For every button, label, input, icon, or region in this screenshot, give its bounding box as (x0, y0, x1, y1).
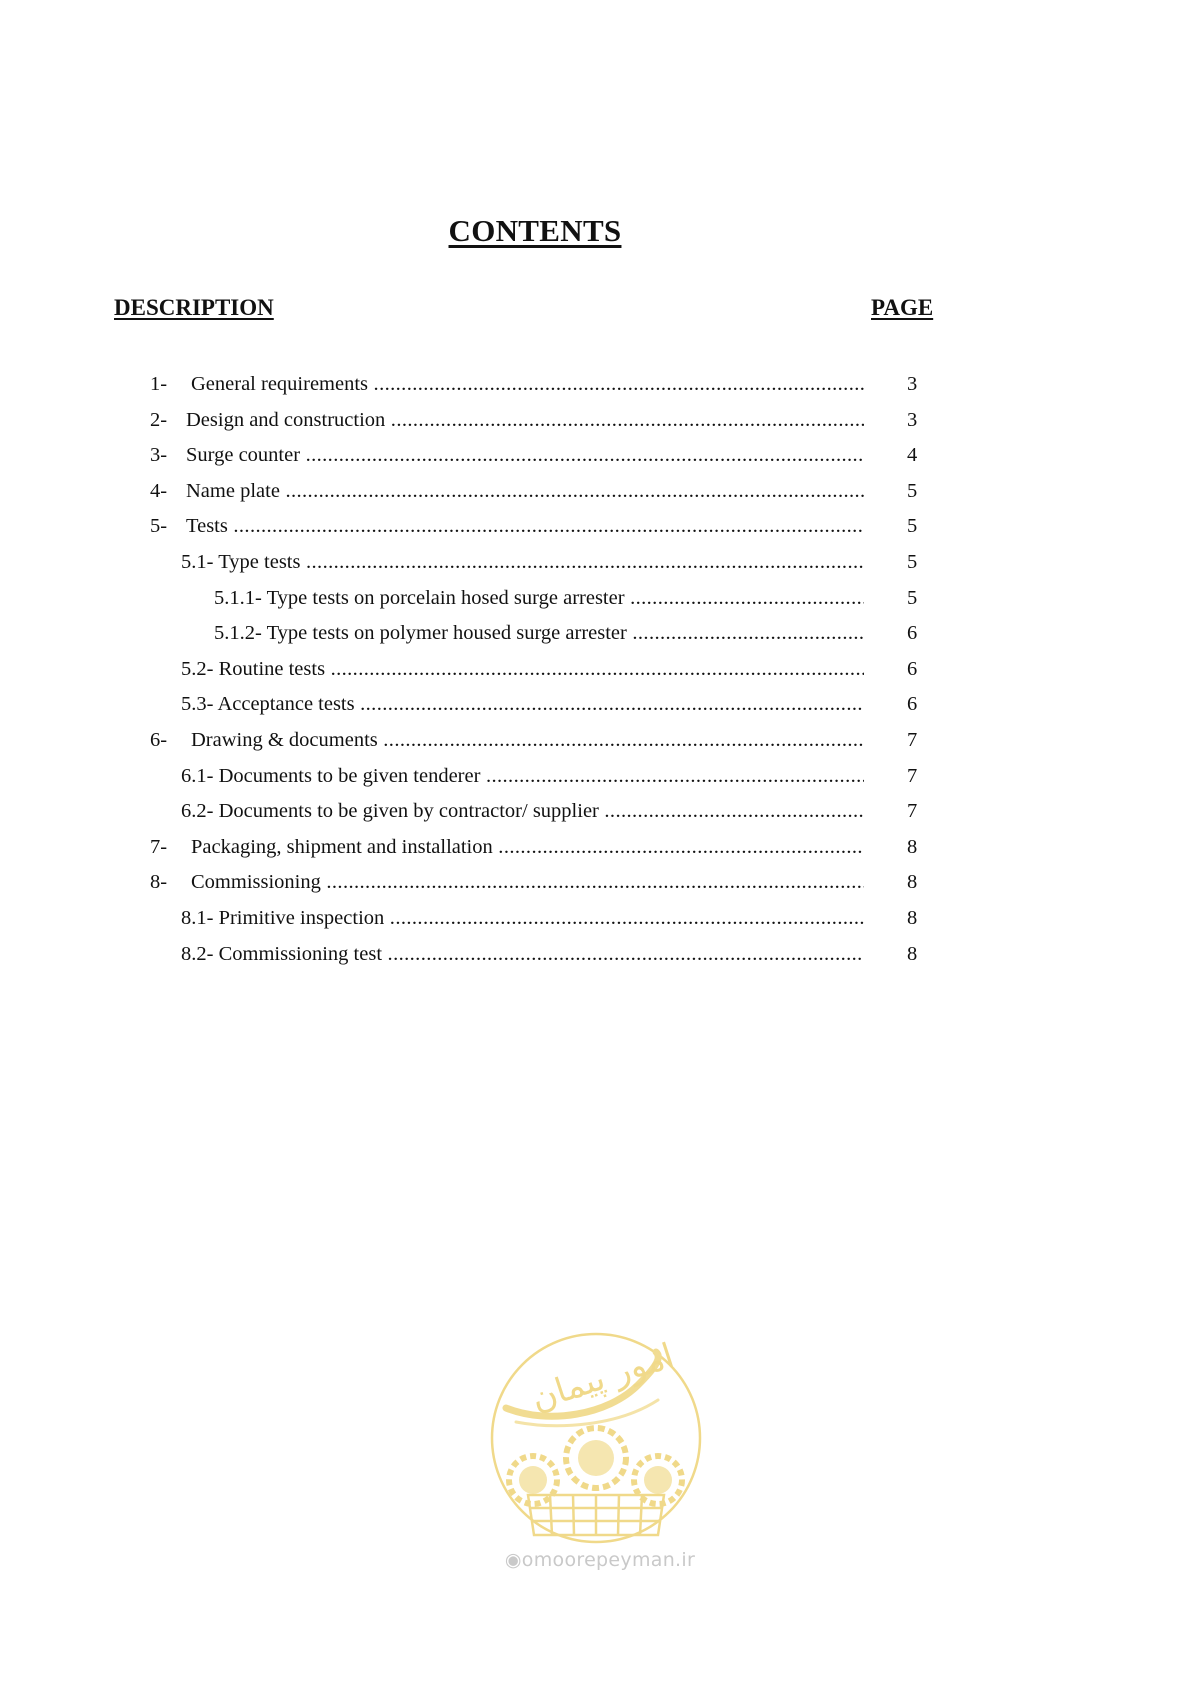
toc-entry-text: Design and construction ..... (186, 408, 864, 432)
toc-page-number: 4 (907, 444, 918, 467)
toc-row-5[interactable] (0, 550, 1190, 586)
toc-row-10[interactable] (0, 728, 1190, 764)
toc-page-number: 5 (907, 515, 918, 538)
toc-row-13[interactable] (0, 835, 1190, 871)
toc-row-12[interactable] (0, 799, 1190, 835)
toc-entry-text: Drawing & documents ..... (191, 728, 864, 752)
toc-page-number: 3 (907, 408, 918, 431)
toc-row-15[interactable] (0, 906, 1190, 942)
toc-entry-text: 5.1.1- Type tests on porcelain hosed surge arrester ..... (214, 586, 864, 610)
toc-entry-text: Packaging, shipment and installation ..... (191, 835, 864, 859)
toc-number: 3- (150, 444, 168, 467)
toc-row-6[interactable] (0, 586, 1190, 622)
toc-row-8[interactable] (0, 657, 1190, 693)
toc-number: 7- (150, 835, 168, 858)
globe-icon: ◉ (504, 1549, 522, 1571)
toc-page-number: 6 (907, 622, 918, 645)
toc-entry-text: General requirements ..... (191, 372, 864, 396)
toc-page-number: 8 (907, 942, 918, 965)
toc-page-number: 6 (907, 657, 918, 680)
toc-page-number: 3 (907, 373, 918, 395)
page-column-heading: PAGE (871, 295, 934, 320)
toc-row-1[interactable] (0, 408, 1190, 444)
toc-page-number: 5 (907, 479, 918, 502)
toc-row-16[interactable] (0, 942, 1190, 978)
toc-entry-text: 5.1.2- Type tests on polymer housed surge arrester ..... (214, 621, 864, 645)
toc-row-0[interactable] (0, 372, 1190, 408)
toc-number: 4- (150, 479, 168, 502)
toc-entry-text: 5.2- Routine tests ..... (181, 657, 864, 681)
toc-entry-text: 8.2- Commissioning test ..... (181, 942, 864, 966)
toc-number: 2- (150, 408, 168, 431)
toc-page-number: 8 (907, 835, 918, 858)
toc-entry-text: Commissioning ..... (191, 870, 864, 894)
toc-row-7[interactable] (0, 621, 1190, 657)
toc-row-4[interactable] (0, 514, 1190, 550)
toc-row-9[interactable] (0, 692, 1190, 728)
toc-page-number: 5 (907, 586, 918, 609)
watermark-caption (500, 1549, 700, 1571)
toc-number: 5- (150, 515, 168, 538)
toc-entry-text: 6.1- Documents to be given tenderer ..... (181, 764, 864, 788)
toc-row-2[interactable] (0, 443, 1190, 479)
toc-entry-text: Tests ..... (186, 514, 864, 538)
toc-entry-text: Name plate ..... (186, 479, 864, 503)
svg-text:امور پیمان: امور پیمان (526, 1335, 679, 1420)
toc-number: 1- (150, 373, 168, 395)
toc-number: 8- (150, 871, 168, 894)
toc-page-number: 8 (907, 871, 918, 894)
toc-entry-text: 6.2- Documents to be given by contractor/ supplier ..... (181, 799, 864, 823)
toc-page-number: 7 (907, 728, 918, 751)
table-of-contents (0, 372, 1190, 977)
toc-title: CONTENTS (448, 213, 622, 248)
toc-page-number: 7 (907, 800, 918, 823)
toc-page-number: 5 (907, 550, 918, 573)
toc-page-number: 8 (907, 906, 918, 929)
toc-entry-text: 5.3- Acceptance tests ..... (181, 692, 864, 716)
toc-row-3[interactable] (0, 479, 1190, 515)
watermark-logo-icon (488, 1330, 704, 1546)
toc-number: 6- (150, 728, 168, 751)
toc-row-11[interactable] (0, 764, 1190, 800)
toc-entry-text: 5.1- Type tests ..... (181, 550, 864, 574)
toc-page-number: 6 (907, 693, 918, 716)
toc-entry-text: 8.1- Primitive inspection ..... (181, 906, 864, 930)
toc-row-14[interactable] (0, 870, 1190, 906)
toc-page-number: 7 (907, 764, 918, 787)
toc-entry-text: Surge counter ..... (186, 443, 864, 467)
watermark-url: omoorepeyman.ir (521, 1549, 696, 1571)
description-column-heading: DESCRIPTION (114, 295, 274, 320)
